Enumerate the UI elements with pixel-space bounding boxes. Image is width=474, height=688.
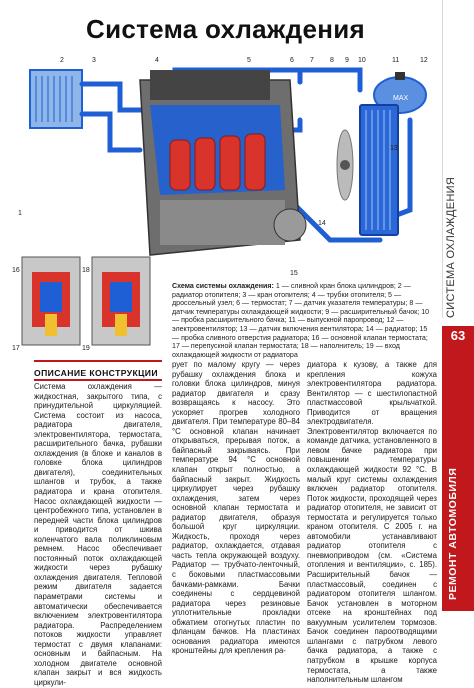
paragraph: Система охлаждения — жидкостная, закрытого типа, с принудительной циркуляцией. Система состоит из насоса, радиатора двигателя, электровентилятора, термостата, расширительного бачка, рубашки охлаждения (в блоке и каналов в головке блока цилиндров двигателя), соединительных шлангов и трубок, а также радиатора и крана отопителя. Насос охлаждающей жидкости — центробежного типа, установлен в передней части блока цилиндров и приводится от шкива коленчатого вала поликлиновым ремнем. Насос обеспечивает постоянный поток охлаждающей жидкости через рубашку охлаждения двигателя. Тепловой режим двигателя задается параметрами системы и автоматически обеспечивается включением электровентилятора радиатора. Распределением потоков жидкости управляет термостат с двумя клапанами: основным и байпасным. На холодном двигателе основной клапан закрыт и вся жидкость циркули- xyxy=(34,382,162,687)
svg-text:7: 7 xyxy=(310,57,314,64)
thermostat-open xyxy=(92,257,150,345)
text-column-3 xyxy=(307,360,437,685)
thermostat-closed xyxy=(22,257,80,345)
svg-text:14: 14 xyxy=(318,220,326,227)
svg-text:19: 19 xyxy=(82,345,90,352)
thermostat-cutaways xyxy=(10,252,160,362)
svg-text:18: 18 xyxy=(82,267,90,274)
page-number: 63 xyxy=(450,328,466,343)
sidebar xyxy=(442,0,474,611)
max-label: MAX xyxy=(393,95,409,102)
svg-text:16: 16 xyxy=(12,267,20,274)
engine-block xyxy=(140,70,306,255)
svg-text:4: 4 xyxy=(155,57,159,64)
section-label: СИСТЕМА ОХЛАЖДЕНИЯ xyxy=(445,176,457,318)
fan xyxy=(337,130,353,200)
svg-text:1: 1 xyxy=(18,210,22,217)
caption-text: 1 — сливной кран блока цилиндров; 2 — радиатор отопителя; 3 — кран отопителя; 4 — трубки отопителя; 5 — дроссельный узел; 6 — термостат; 7 — датчик указателя температуры; 8 — датчик температуры охлаждающей жидкости; 9 — расширительный бачок; 10 — пробка расширительного бачка; 11 — выпускной паропровод; 12 — электровентилятор; 13 — датчик включения вентилятора; 14 — радиатор; 15 — пробка сливного отверстия радиатора; 16 — основной клапан термостата; 17 — перепускной клапан термостата; 18 — наполнитель; 19 — вход охлаждающей жидкости от радиатора xyxy=(172,282,430,359)
paragraph: диатора к кузову, а также для крепления кожуха электровентилятора радиатора. Вентилятор — с шестилопастной пластмассовой крыльчаткой. Приводится от вращения электродвигателя. Электровентилятор включается по команде датчика, установленного в левом бачке радиатора при повышении температуры охлаждающей жидкости 92 °С. В малый круг системы охлаждения включен радиатор отопителя. Поток жидкости, проходящей через радиатор отопителя, не зависит от термостата и регулируется только краном отопителя. С 2005 г. на автомобили устанавливают радиатор отопителя с пневмоприводом (см. «Система отопления и вентиляции», с. 185). Расширительный бачок — пластмассовый, соединен с радиатором отопителя шлангом. Бачок установлен в моторном отсеке на кронштейнах под вакуумным усилителем тормозов. Бачок соединен пароотводящими шлангами с патрубком левого бачка радиатора, а также с патрубком в крышке корпуса термостата, а также наполнительным шлангом xyxy=(307,360,437,685)
figure-caption xyxy=(172,282,434,359)
svg-text:13: 13 xyxy=(390,145,398,152)
svg-text:12: 12 xyxy=(420,57,428,64)
svg-text:10: 10 xyxy=(358,57,366,64)
svg-text:2: 2 xyxy=(60,57,64,64)
svg-text:5: 5 xyxy=(247,57,251,64)
section-heading: ОПИСАНИЕ КОНСТРУКЦИИ xyxy=(34,368,162,381)
cooling-system-diagram xyxy=(0,50,442,280)
heater-radiator xyxy=(30,70,82,128)
svg-text:3: 3 xyxy=(92,57,96,64)
svg-text:8: 8 xyxy=(330,57,334,64)
section-rule xyxy=(34,360,162,362)
caption-title: Схема системы охлаждения: xyxy=(172,282,274,290)
sidebar-top xyxy=(442,0,474,318)
svg-text:17: 17 xyxy=(12,345,20,352)
paragraph: рует по малому кругу — через рубашку охлаждения блока и головки блока цилиндров, минуя радиатор двигателя и сразу возвращаясь к насосу. Это ускоряет прогрев холодного двигателя. При температуре 80–84 °С основной клапан начинает открываться, прерывая поток, а байпасный закрываясь. При температуре 94 °С основной клапан открыт полностью, а байпасный закрыт. Жидкость циркулирует через рубашку охлаждения, затем через основной клапан термостата и радиатор двигателя, образуя большой круг циркуляции. Жидкость, проходя через радиатор, охлаждается, отдавая часть тепла окружающей воздуху. Радиатор — трубчато-ленточный, с боковыми пластмассовыми бачками-рамками. Бачки соединены с сердцевиной радиатора через резиновые уплотнительные прокладки обжатием отогнутых пластин по фланцам бачков. На пластинах основания радиатора имеются кронштейны для крепления ра- xyxy=(172,360,300,656)
book-title-label: РЕМОНТ АВТОМОБИЛЯ xyxy=(447,467,459,600)
text-column-1 xyxy=(34,368,162,688)
svg-text:6: 6 xyxy=(290,57,294,64)
page-title: Система охлаждения xyxy=(86,14,365,44)
text-column-2 xyxy=(172,360,300,656)
radiator xyxy=(360,105,398,235)
svg-text:15: 15 xyxy=(290,270,298,277)
svg-text:11: 11 xyxy=(392,57,400,64)
svg-text:9: 9 xyxy=(345,57,349,64)
